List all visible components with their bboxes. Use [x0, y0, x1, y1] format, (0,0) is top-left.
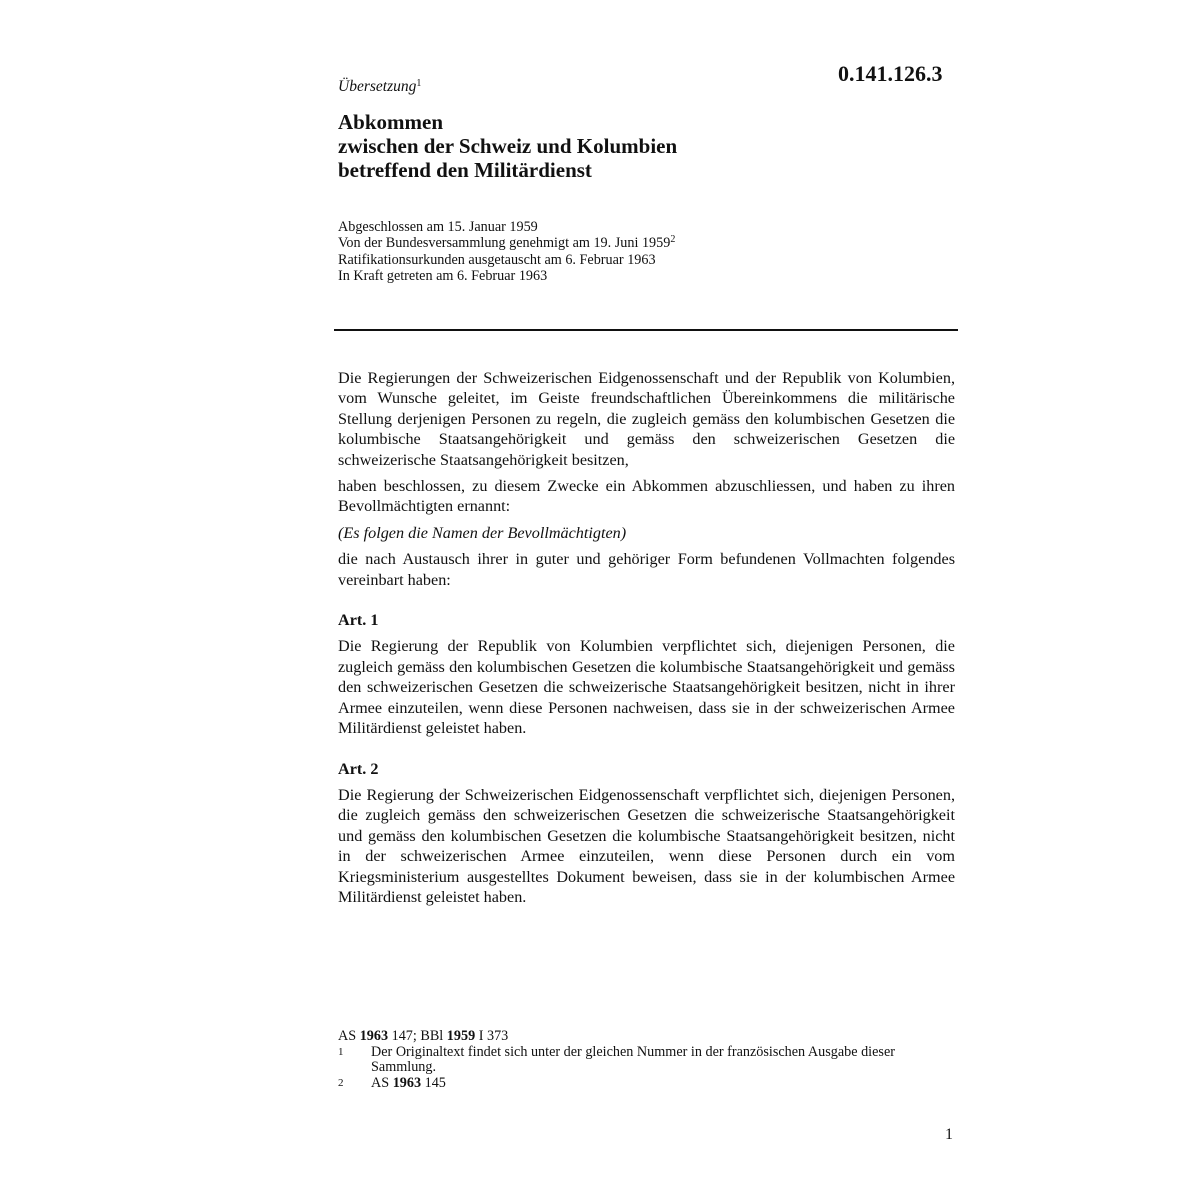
title-line-3: betreffend den Militärdienst — [338, 158, 592, 182]
article-1-heading: Art. 1 — [338, 611, 379, 630]
footnote-2 — [338, 1076, 938, 1092]
fn2-as-page: 145 — [421, 1074, 446, 1091]
footnote-source — [338, 1029, 938, 1045]
page-number: 1 — [945, 1126, 953, 1143]
fn2-as-prefix: AS — [371, 1074, 393, 1091]
plenipotentiaries-note: (Es folgen die Namen der Bevollmächtigten) — [338, 523, 627, 542]
footnote-ref-1[interactable]: 1 — [416, 78, 422, 89]
footnote-1-number: 1 — [338, 1045, 344, 1058]
preamble-paragraph-4: die nach Austausch ihrer in guter und gehöriger Form befundenen Vollmachten folgendes vereinbart haben: — [338, 550, 955, 589]
ratified-date: Ratifikationsurkunden ausgetauscht am 6. Februar 1963 — [338, 251, 656, 268]
translation-label-text: Übersetzung — [338, 78, 417, 95]
article-1-text: Die Regierung der Republik von Kolumbien verpflichtet sich, diejenigen Personen, die zugleich gemäss den kolumbischen Gesetzen die kolumbische Staatsangehörigkeit und gemäss den schweizerischen Gesetzen die schweizerische Staatsangehörigkeit besitzen, nicht in ihrer Armee einzuteilen, wenn diese Personen nachweisen, dass sie in der schweizerischen Armee Militärdienst geleistet haben. — [338, 637, 955, 738]
source-bbl-year: 1959 — [446, 1028, 476, 1044]
translation-label — [338, 74, 421, 97]
source-as-year: 1963 — [359, 1028, 389, 1044]
footnote-1-text: Der Originaltext findet sich unter der gleichen Nummer in der französischen Ausgabe dieser Sammlung. — [371, 1043, 895, 1076]
article-2-text: Die Regierung der Schweizerischen Eidgenossenschaft verpflichtet sich, diejenigen Personen, die zugleich gemäss den schweizerischen Gesetzen die schweizerische Staatsangehörigkeit und gemäss den kolumbischen Gesetzen die kolumbische Staatsangehörigkeit besitzen, nicht in der schweizerischen Armee einzuteilen, wenn diese Personen durch ein vom Kriegsministerium ausgestelltes Dokument beweisen, dass sie in der kolumbischen Armee Militärdienst geleistet haben. — [338, 785, 955, 906]
preamble-paragraph-1: Die Regierungen der Schweizerischen Eidgenossenschaft und der Republik von Kolumbien, vom Wunsche geleitet, im Geiste freundschaftlichen Übereinkommens die militärische Stellung derjenigen Personen zu regeln, die zugleich gemäss den kolumbischen Gesetzen die kolumbische Staatsangehörigkeit und gemäss den schweizerischen Gesetzen die schweizerische Staatsangehörigkeit besitzen, — [338, 369, 955, 469]
article-2-heading: Art. 2 — [338, 759, 379, 778]
footnote-2-text — [371, 1076, 938, 1092]
footnote-2-number: 2 — [338, 1076, 344, 1089]
title-line-2: zwischen der Schweiz und Kolumbien — [338, 134, 678, 158]
document-title — [338, 110, 677, 182]
source-bbl-rest: I 373 — [475, 1028, 509, 1044]
source-as-prefix: AS — [338, 1028, 360, 1044]
approved-date-text: Von der Bundesversammlung genehmigt am 19. Juni 1959 — [338, 235, 671, 252]
header-divider — [334, 329, 958, 331]
document-body — [338, 368, 955, 913]
footnotes — [338, 1029, 938, 1091]
source-as-page: 147; BBl — [388, 1028, 447, 1044]
concluded-date: Abgeschlossen am 15. Januar 1959 — [338, 219, 538, 235]
enactment-metadata — [338, 219, 675, 284]
title-line-1: Abkommen — [338, 110, 444, 134]
in-force-date: In Kraft getreten am 6. Februar 1963 — [338, 267, 548, 284]
preamble-paragraph-2: haben beschlossen, zu diesem Zwecke ein Abkommen abzuschliessen, und haben zu ihren Bevollmächtigten ernannt: — [338, 477, 955, 516]
fn2-as-year: 1963 — [392, 1074, 422, 1091]
footnote-ref-2[interactable]: 2 — [670, 234, 676, 246]
footnote-1 — [338, 1045, 938, 1076]
approved-date — [338, 235, 675, 251]
sr-number: 0.141.126.3 — [838, 61, 943, 86]
